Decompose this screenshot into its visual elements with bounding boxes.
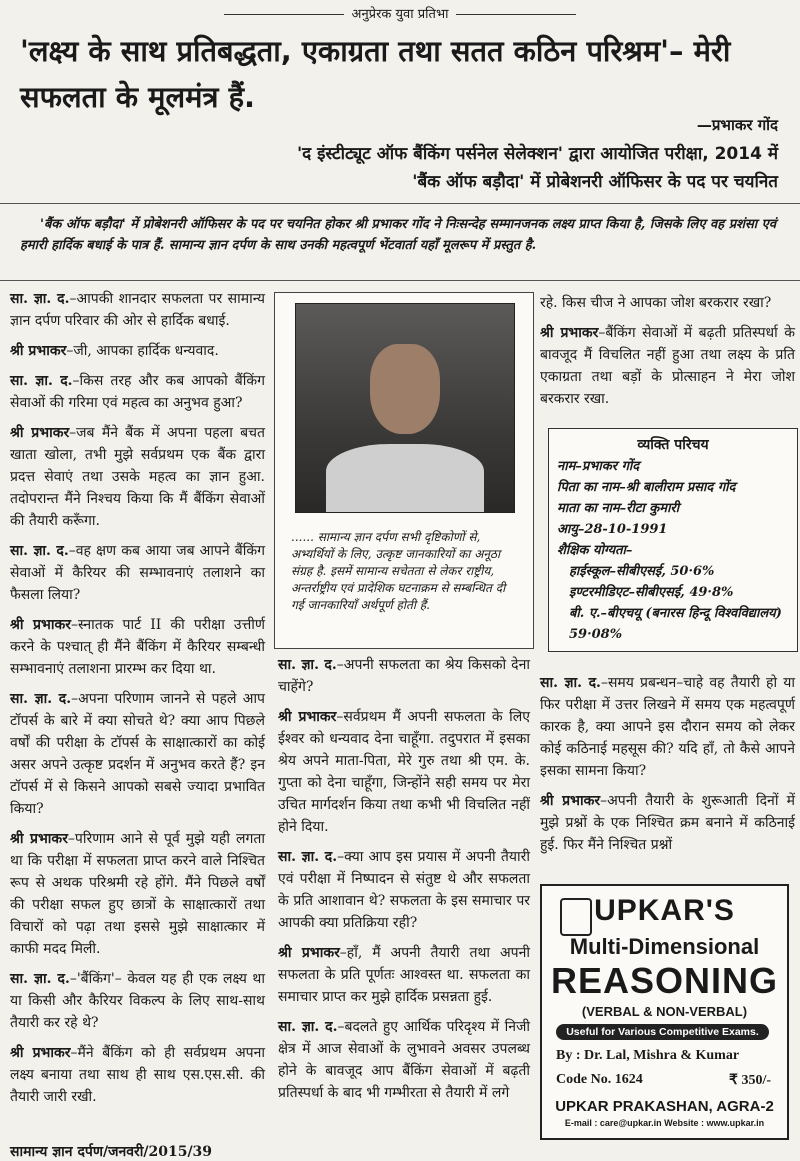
section-label: अनुप्रेरक युवा प्रतिभा: [0, 4, 800, 22]
speaker-label: श्री प्रभाकर: [278, 709, 337, 725]
speaker-text: –'बैंकिंग'– केवल यह ही एक लक्ष्य था या किसी और कैरियर विकल्प के लिए साथ-साथ तैयारी कर रहे थे?: [10, 971, 266, 1031]
speaker-text: –जी, आपका हार्दिक धन्यवाद.: [66, 343, 219, 359]
profile-box: [548, 428, 798, 652]
portrait-face: [370, 344, 440, 434]
interview-paragraph: [540, 292, 795, 314]
ad-code: Code No. 1624: [556, 1072, 643, 1087]
interview-paragraph: [278, 1016, 530, 1104]
speaker-text: –क्या आप इस प्रयास में अपनी तैयारी एवं परीक्षा में निष्पादन से संतुष्ट थे और सफलता के प्रति आशावान थे? सफलता के इस समाचार पर आपकी क्या प्रतिक्रिया रही?: [278, 849, 530, 931]
interview-paragraph: [10, 422, 265, 532]
ad-tagline: Useful for Various Competitive Exams.: [556, 1024, 769, 1040]
page-footer: सामान्य ज्ञान दर्पण/जनवरी/2015/39: [10, 1144, 213, 1160]
interview-column-3: [540, 292, 795, 418]
speaker-text: –अपनी सफलता का श्रेय किसको देना चाहेंगे?: [278, 657, 530, 695]
divider: [0, 280, 800, 281]
intro-paragraph: 'बैंक ऑफ बड़ौदा' में प्रोबेशनरी ऑफिसर के पद पर चयनित होकर श्री प्रभाकर गोंद ने निःसन्देह सम्मानजनक लक्ष्य प्राप्त किया है, जिसके लिए वह प्रशंसा एवं हमारी हार्दिक बधाई के पात्र हैं. सामान्य ज्ञान दर्पण के साथ उनकी महत्वपूर्ण भेंटवार्ता यहाँ मूलरूप में प्रस्तुत है.: [20, 217, 777, 253]
ad-title-line-1: Multi-Dimensional: [569, 934, 760, 959]
speaker-text: –हाँ, मैं अपनी तैयारी तथा अपनी सफलता के प्रति पूर्णतः आश्वस्त था. सफलता का समाचार प्राप्त कर मुझे हार्दिक प्रसन्नता हुई.: [278, 945, 530, 1005]
interview-column-2: [278, 654, 530, 1112]
byline: —प्रभाकर गोंद: [696, 116, 778, 134]
ad-contact: E-mail : care@upkar.in Website : www.upkar.in: [564, 1118, 765, 1128]
subhead-line-2: 'बैंक ऑफ बड़ौदा' में प्रोबेशनरी ऑफिसर के पद पर चयनित: [412, 172, 778, 192]
interview-paragraph: [10, 370, 265, 414]
interview-paragraph: [278, 706, 530, 838]
speaker-label: श्री प्रभाकर: [10, 343, 67, 359]
interview-paragraph: [10, 540, 265, 606]
profile-education-2: इण्टरमीडिएट–सीबीएसई, 49·8%: [569, 585, 734, 600]
interview-paragraph: [278, 942, 530, 1008]
interview-paragraph: [10, 1042, 265, 1108]
speaker-label: सा. ज्ञा. द.: [10, 291, 70, 307]
interview-paragraph: [540, 672, 795, 782]
speaker-text: –मैंने बैंकिंग को ही सर्वप्रथम अपना लक्ष्य बनाया तथा साथ ही साथ एस.एस.सी. की तैयारी जारी रखी.: [10, 1045, 265, 1105]
interview-paragraph: [10, 288, 265, 332]
interview-paragraph: [540, 322, 795, 410]
speaker-label: श्री प्रभाकर: [540, 325, 599, 341]
speaker-text: –परिणाम आने से पूर्व मुझे यही लगता था कि परीक्षा में सफलता प्राप्त करने वाले निश्चित रूप से अथक परिश्रमी रहे होंगे. मैंने पिछले वर्षों की परीक्षा सफल हुए छात्रों के साक्षात्कारों तथा विचारों को पढ़ा तथा इससे मुझे साक्षात्कार में काफी मदद मिली.: [10, 831, 265, 957]
ad-brand: UPKAR'S: [594, 894, 735, 927]
speaker-label: सा. ज्ञा. द.: [10, 543, 69, 559]
ad-publisher: UPKAR PRAKASHAN, AGRA-2: [555, 1098, 774, 1115]
speaker-label: श्री प्रभाकर: [278, 945, 340, 961]
ad-price: ₹ 350/-: [729, 1073, 771, 1088]
interview-paragraph: [278, 654, 530, 698]
interview-column-3-continued: [540, 672, 795, 864]
profile-education-title: शैक्षिक योग्यता–: [557, 543, 633, 558]
profile-title: व्यक्ति परिचय: [637, 437, 709, 453]
interview-paragraph: [10, 614, 265, 680]
speaker-label: सा. ज्ञा. द.: [278, 849, 338, 865]
speaker-text: –वह क्षण कब आया जब आपने बैंकिंग सेवाओं में कैरियर की सम्भावनाएं तलाशने का फैसला लिया?: [10, 543, 265, 603]
interview-paragraph: [540, 790, 795, 856]
interview-paragraph: [10, 688, 265, 820]
speaker-label: श्री प्रभाकर: [10, 617, 71, 633]
speaker-text: –बदलते हुए आर्थिक परिदृश्य में निजी क्षेत्र में आज सेवाओं के लुभावने अवसर उपलब्ध होने के बावजूद आप बैंकिंग सेवाओं में बढ़ती प्रतिस्पर्धा के बाद भी गम्भीरता से तैयारी में लगे: [278, 1019, 530, 1101]
speaker-label: श्री प्रभाकर: [10, 425, 70, 441]
speaker-text: –बैंकिंग सेवाओं में बढ़ती प्रतिस्पर्धा के बावजूद मैं विचलित नहीं हुआ तथा लक्ष्य के प्रति एकाग्रता तथा बड़ों के प्रोत्साहन ने मेरा जोश बरकरार रखा.: [540, 325, 796, 407]
ad-code-price: [556, 1072, 771, 1089]
speaker-label: सा. ज्ञा. द.: [10, 373, 73, 389]
interview-paragraph: [10, 340, 265, 362]
speaker-text: –सर्वप्रथम मैं अपनी सफलता के लिए ईश्वर को धन्यवाद देना चाहूँगा. तदुपरात में इसका श्रेय अपने माता-पिता, मेरे गुरु तथा श्री एम. के. गुप्ता को देना चाहूँगा, जिन्होंने सही समय पर मेरा उचित मार्गदर्शन किया तथा कभी भी विचलित नहीं होने दिया.: [278, 709, 531, 835]
speaker-text: रहे. किस चीज ने आपका जोश बरकरार रखा?: [540, 295, 772, 311]
speaker-text: –समय प्रबन्धन–चाहे वह तैयारी हो या फिर परीक्षा में उत्तर लिखने में समय एक महत्वपूर्ण कारक है, क्या आपने इस दौरान समय को लेकर कोई कठिनाई महसूस की? यदि हाँ, तो कैसे आपने इसका सामना किया?: [540, 675, 795, 779]
subhead-line-1: 'द इंस्टीट्यूट ऑफ बैंकिंग पर्सनेल सेलेक्शन' द्वारा आयोजित परीक्षा, 2014 में: [296, 144, 778, 164]
interview-paragraph: [10, 828, 265, 960]
speaker-text: –जब मैंने बैंक में अपना पहला बचत खाता खोला, तभी मुझे सर्वप्रथम एक बैंक द्वारा प्रदत्त सेवाएं तथा उसके महत्व का ज्ञान हुआ. तदोपरान्त मैंने निश्चय किया कि मैं बैंकिंग सेवाओं की तैयारी करूँगा.: [10, 425, 265, 529]
divider: [0, 203, 800, 204]
speaker-label: सा. ज्ञा. द.: [540, 675, 601, 691]
profile-education-3: बी. ए.–बीएचयू (बनारस हिन्दू विश्वविद्यालय) 59·08%: [569, 606, 782, 642]
speaker-label: श्री प्रभाकर: [540, 793, 601, 809]
book-advertisement: [540, 884, 789, 1140]
interview-column-1: [10, 288, 265, 1116]
portrait-photo: [295, 303, 515, 513]
photo-frame: [274, 292, 534, 649]
interview-paragraph: [278, 846, 530, 934]
headline: 'लक्ष्य के साथ प्रतिबद्धता, एकाग्रता तथा सतत कठिन परिश्रम'– मेरी सफलता के मूलमंत्र हैं.: [20, 34, 731, 114]
ad-subtitle: (VERBAL & NON-VERBAL): [581, 1004, 748, 1019]
profile-father: पिता का नाम–श्री बालीराम प्रसाद गोंद: [557, 480, 736, 495]
photo-caption: ...... सामान्य ज्ञान दर्पण सभी दृष्टिकोणों से, अभ्यर्थियों के लिए, उत्कृष्ट जानकारियों का अनूठा संग्रह है. इसमें सामान्य सचेतता से लेकर राष्ट्रीय, अन्तर्राष्ट्रीय एवं प्रादेशिक घटनाक्रम से सम्बन्धित दी गई जानकारियाँ अर्थपूर्ण होती हैं.: [291, 530, 506, 612]
speaker-text: –स्नातक पार्ट II की परीक्षा उत्तीर्ण करने के पश्चात् ही मैंने बैंकिंग में कैरियर सम्बन्धी सम्भावनाएं तलाशना प्रारम्भ कर दिया था.: [10, 617, 265, 677]
speaker-text: –अपना परिणाम जानने से पहले आप टॉपर्स के बारे में क्या सोचते थे? क्या आप पिछले वर्षों की परीक्षा के टॉपर्स के साक्षात्कारों का कोई असर अपने उत्कृष्ट प्रदर्शन में अनुभव करते हैं? इन टॉपर्स में से किसने आपको सबसे ज्यादा प्रभावित किया?: [10, 691, 266, 817]
profile-education-1: हाईस्कूल–सीबीएसई, 50·6%: [569, 564, 715, 579]
speaker-label: श्री प्रभाकर: [10, 1045, 71, 1061]
profile-name: नाम–प्रभाकर गोंद: [557, 459, 640, 474]
speaker-label: श्री प्रभाकर: [10, 831, 68, 847]
profile-mother: माता का नाम–रीटा कुमारी: [557, 501, 680, 516]
speaker-text: –किस तरह और कब आपको बैंकिंग सेवाओं की गरिमा एवं महत्व का अनुभव हुआ?: [10, 373, 266, 411]
speaker-label: सा. ज्ञा. द.: [278, 1019, 338, 1035]
speaker-label: सा. ज्ञा. द.: [278, 657, 337, 673]
portrait-shirt: [326, 444, 484, 512]
speaker-text: –आपकी शानदार सफलता पर सामान्य ज्ञान दर्पण परिवार की ओर से हार्दिक बधाई.: [10, 291, 266, 329]
speaker-text: –अपनी तैयारी के शुरूआती दिनों में मुझे प्रश्नों के एक निश्चित क्रम बनाने में कठिनाई हुई. फिर मैंने निश्चित प्रश्नों: [540, 793, 795, 853]
subhead: [8, 140, 778, 196]
ad-title-line-2: REASONING: [550, 960, 779, 1001]
interview-paragraph: [10, 968, 265, 1034]
speaker-label: सा. ज्ञा. द.: [10, 971, 70, 987]
ad-authors: By : Dr. Lal, Mishra & Kumar: [556, 1048, 740, 1063]
profile-age: आयु–28-10-1991: [557, 522, 668, 537]
speaker-label: सा. ज्ञा. द.: [10, 691, 72, 707]
